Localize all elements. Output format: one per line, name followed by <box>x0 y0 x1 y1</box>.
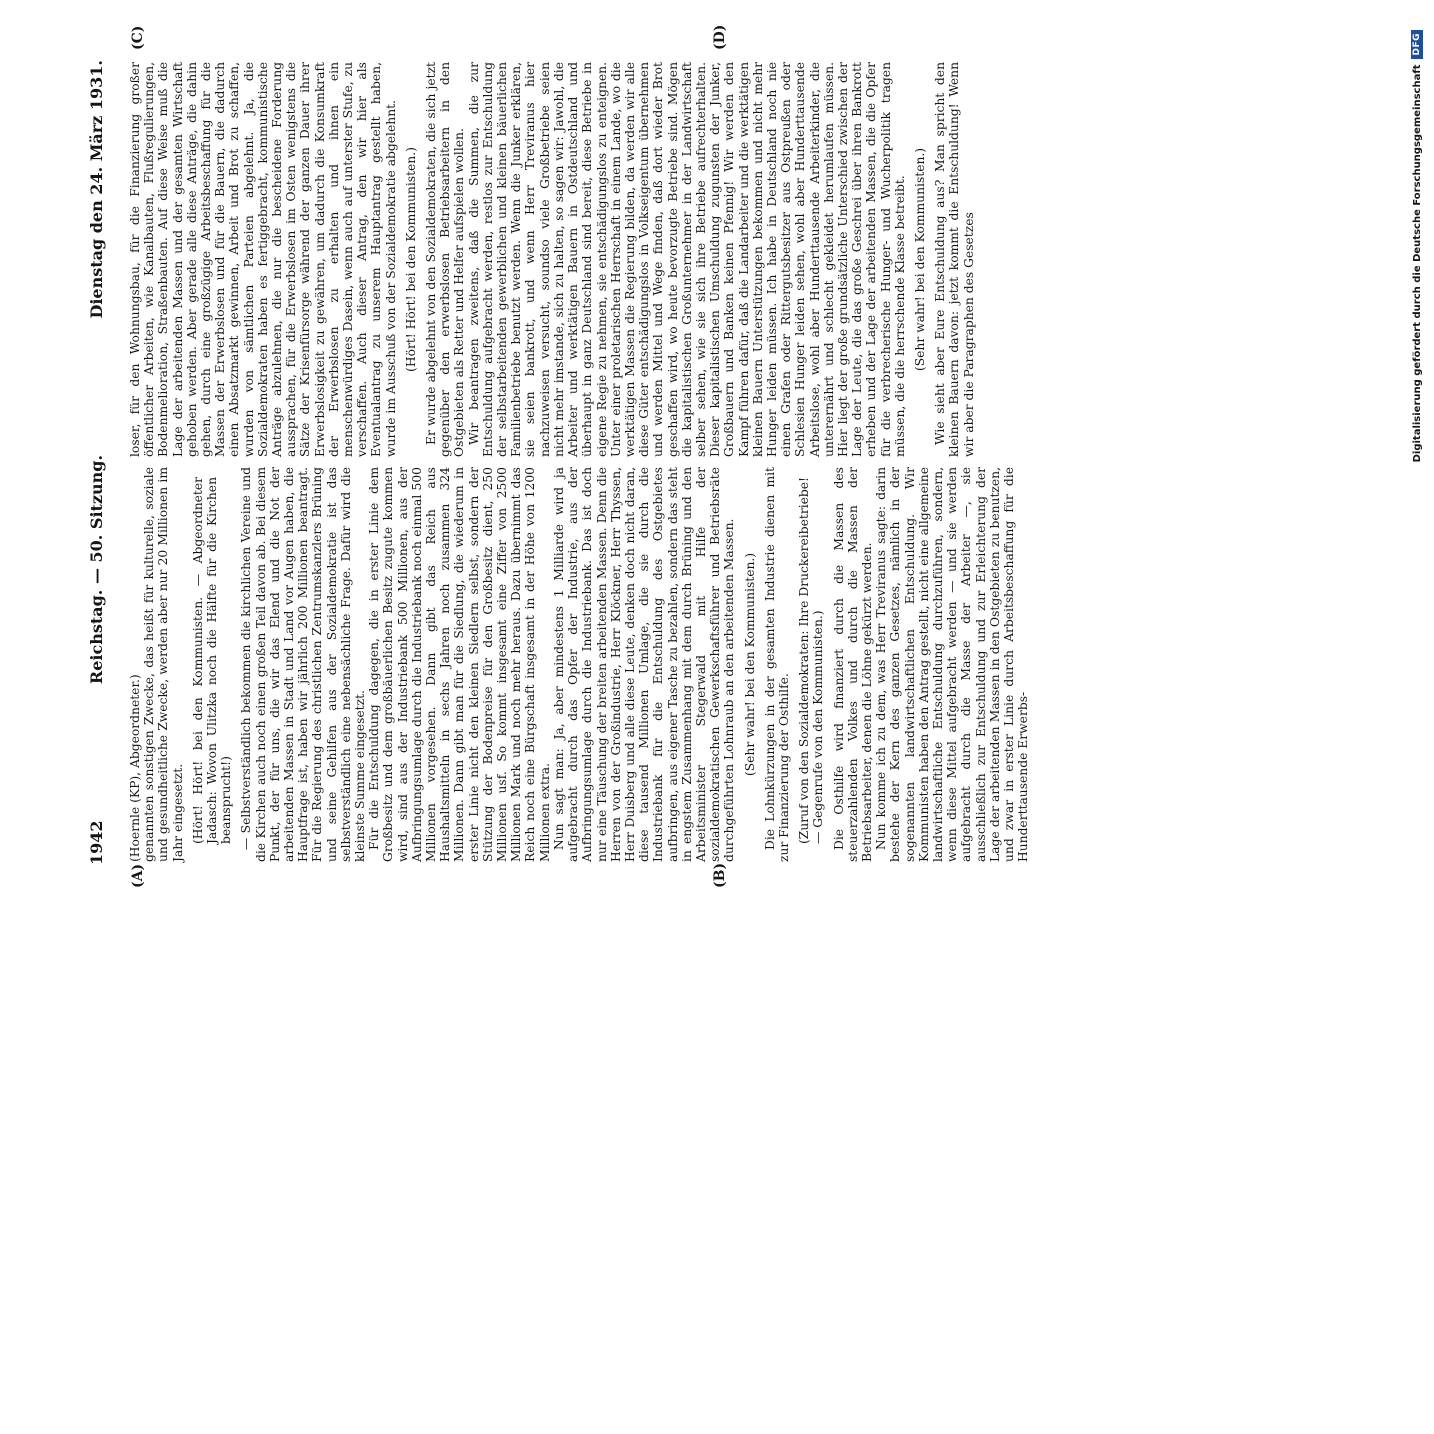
paragraph: Nun sagt man: Ja, aber mindestens 1 Milliarde wird ja aufgebracht durch das Opfer der Industrie, aus der Aufbringungsumlage durch die Industriebank. Das ist doch nur eine Täuschung der breiten arbeitenden Massen. Denn die Herren von der Großindustrie, Herr Klöckner, Herr Thyssen, Herr Duisberg und alle diese Leute, denken doch nicht daran, diese tausend Millionen Umlage, die sie durch die Industriebank für die Entschuldung des Ostgebietes aufbringen, aus eigener Tasche zu bezahlen, sondern das steht in engstem Zusammenhang mit dem durch Brüning und den Arbeitsminister Stegerwald mit Hilfe der sozialdemokratischen Gewerkschaftsführer und Betriebsräte durchgeführten Lohnraub an den arbeitenden Massen. <box>551 467 737 862</box>
session-date: Dienstag den 24. März 1931. <box>86 60 106 319</box>
paragraph: loser, für den Wohnungsbau, für die Finanzierung großer öffentlicher Arbeiten, wie Kanalbauten, Flußregulierungen, Bodenmelioration, Straßenbauten. Auf diese Weise muß die Lage der arbeitenden Massen und der gesamten Wirtschaft gehoben werden. Aber gerade alle diese Anträge, die dahin gehen, durch eine großzügige Arbeitsbeschaffung für die Massen der Erwerbslosen und für die Bauern, die dadurch einen Absatzmarkt gewinnen, Arbeit und Brot zu schaffen, wurden von sämtlichen Parteien abgelehnt. Ja, die Sozialdemokraten haben es fertiggebracht, kommunistische Anträge abzulehnen, die nur die bescheidene Forderung aussprachen, für die Erwerbslosen im Osten wenigstens die Sätze der Krisenfürsorge während der ganzen Dauer ihrer Erwerbslosigkeit zu gewähren, um dadurch die Konsumkraft der Erwerbslosen zu erhalten und ihnen ein menschenwürdiges Dasein, wenn auch auf unterster Stufe, zu verschaffen. Auch dieser Antrag, den wir hier als Eventualantrag zu unserem Hauptantrag gestellt haben, wurde im Ausschuß von der Sozialdemokratie abgelehnt. <box>128 62 398 457</box>
paragraph: Wie sieht aber Eure Entschuldung aus? Man spricht den kleinen Bauern davon: jetzt kommt die Entschuldung! Wenn wir aber die Paragraphen des Gesetzes <box>933 62 976 457</box>
page-header <box>84 60 108 865</box>
margin-mark-c: (C) <box>130 25 146 50</box>
paragraph: Die Osthilfe wird finanziert durch die Massen des steuerzahlenden Volkes und durch die Massen der Betriebsarbeiter, denen die Löhne gekürzt werden. <box>831 467 874 862</box>
paragraph: Die Lohnkürzungen in der gesamten Industrie dienen mit zur Finanzierung der Osthilfe. <box>762 467 791 862</box>
funding-note <box>1408 30 1426 970</box>
paragraph: (Sehr wahr! bei den Kommunisten.) <box>742 552 757 777</box>
paragraph: (Hoernle (KP), Abgeordneter.) <box>128 674 142 862</box>
funding-note-text: Digitalisierung gefördert durch die Deutsche Forschungsgemeinschaft <box>1411 64 1423 463</box>
paragraph: (Hört! Hört! bei den Kommunisten.) <box>403 147 418 372</box>
right-text-column <box>128 62 976 457</box>
paragraph: Für die Entschuldung dagegen, die in erster Linie dem Großbesitz und dem großbäuerlichen Besitz zugute kommen wird, sind aus der Industriebank 500 Millionen, aus der Aufbringungsumlage durch die Industriebank noch einmal 500 Millionen vorgesehen. Dann gibt das Reich aus Haushaltsmitteln in sechs Jahren noch zusammen 324 Millionen. Dann gibt man für die Siedlung, die wiederum in erster Linie nicht den kleinen Siedlern selbst, sondern der Stützung der Bodenpreise für den Großbesitz dient, 250 Millionen usf. So kommt insgesamt eine Ziffer von 2500 Millionen Mark und noch mehr heraus. Dazu übernimmt das Reich noch eine Bürgschaft insgesamt in der Höhe von 1200 Millionen extra. <box>367 467 552 862</box>
paragraph: genannten sonstigen Zwecke, das heißt für kulturelle, soziale und gesundheitliche Zwecke, werden aber nur 20 Millionen im Jahr eingesetzt. <box>142 467 185 862</box>
paragraph: Er wurde abgelehnt von den Sozialdemokraten, die sich jetzt gegenüber den erwerbslosen Betriebsarbeitern in den Ostgebieten als Retter und Helfer aufspielen wollen. <box>424 62 467 457</box>
session-title: Reichstag. — 50. Sitzung. <box>86 454 106 685</box>
paragraph: Wir beantragen zweitens, daß die Summen, die zur Entschuldung aufgebracht werden, restlos zur Entschuldung der selbstarbeitenden gewerblichen und kleinen bäuerlichen Familienbetriebe benutzt werden. Wenn die Junker erklären, sie seien bankrott, und wenn Herr Treviranus hier nachzuweisen versucht, soundso viele Großbetriebe seien nicht mehr imstande, sich zu halten, so sagen wir: Jawohl, die Arbeiter und werktätigen Bauern in Ostdeutschland und überhaupt in ganz Deutschland sind bereit, diese Betriebe in eigene Regie zu nehmen, sie entschädigungslos zu enteignen. Unter einer proletarischen Herrschaft in einem Lande, wo die werktätigen Massen die Regierung bilden, da werden wir alle diese Güter entschädigungslos in Volkseigentum übernehmen und werden Mittel und Wege finden, daß dort wieder Brot geschaffen wird, wo heute bevorzugte Betriebe sind. Mögen die kapitalistischen Großunternehmer in der Landwirtschaft selber sehen, wie sie sich ihre Betriebe aufrechterhalten. Dieser kapitalistischen Umschuldung zugunsten der Junker, Großbauern und Banken keinen Pfennig! Wir werden den Kampf führen dafür, daß die Landarbeiter und die werktätigen kleinen Bauern Unterstützungen bekommen und nicht mehr Hunger leiden müssen. Ich habe in Deutschland noch nie einen Grafen oder Rittergutsbesitzer aus Ostpreußen oder Schlesien Hunger leiden sehen, wohl aber Hunderttausende Arbeitslose, wohl aber Hunderttausende Arbeiterkinder, die unterernährt und schlecht gekleidet herumlaufen müssen. Hier liegt der große grundsätzliche Unterschied zwischen der Lage der Leute, die das große Geschrei über ihren Bankrott erheben und der Lage der arbeitenden Massen, die die Opfer für die verbrecherische Hunger- und Wucherpolitik tragen müssen, die die herrschende Klasse betreibt. <box>466 62 907 457</box>
paragraph: — Selbstverständlich bekommen die kirchlichen Vereine und die Kirchen auch noch einen großen Teil davon ab. Bei diesem Punkt, der für uns, die wir das Elend und die Not der arbeitenden Massen in Stadt und Land vor Augen haben, die Hauptfrage ist, haben wir jährlich 200 Millionen beantragt. Für die Regierung des christlichen Zentrumskanzlers Brüning und seine Gehilfen aus der Sozialdemokratie ist das selbstverständlich eine nebensächliche Frage. Dafür wird die kleinste Summe eingesetzt. <box>239 467 368 862</box>
paragraph: (Zuruf von den Sozialdemokraten: Ihre Druckereibetriebe! — Gegenrufe von den Kommunisten.) <box>797 477 826 844</box>
paragraph: (Sehr wahr! bei den Kommunisten.) <box>912 147 927 372</box>
left-text-column <box>128 467 1030 862</box>
paragraph: Nun komme ich zu dem, was Herr Treviranus sagte: darin bestehe der Kern des ganzen Gesetzes, nämlich in der sogenannten landwirtschaftlichen Entschuldung. Wir Kommunisten haben den Antrag gestellt, nicht eine allgemeine landwirtschaftliche Entschuldung durchzuführen, sondern, wenn diese Mittel aufgebracht werden — und sie werden aufgebracht durch die Masse der Arbeiter —, sie ausschließlich zur Entschuldung und zur Erleichterung der Lage der arbeitenden Massen in den Ostgebieten zu benutzen, und zwar in erster Linie durch Arbeitsbeschaffung für die Hunderttausende Erwerbs- <box>874 467 1031 862</box>
margin-mark-b: (B) <box>712 862 728 888</box>
paragraph: (Hört! Hört! bei den Kommunisten. — Abgeordneter Jadasch: Wovon Ulitzka noch die Hälfte für die Kirchen beansprucht!) <box>190 477 234 844</box>
dfg-logo: DFG <box>1411 30 1423 59</box>
margin-mark-d: (D) <box>712 24 728 50</box>
margin-mark-a: (A) <box>130 863 146 888</box>
page-number: 1942 <box>86 820 106 865</box>
